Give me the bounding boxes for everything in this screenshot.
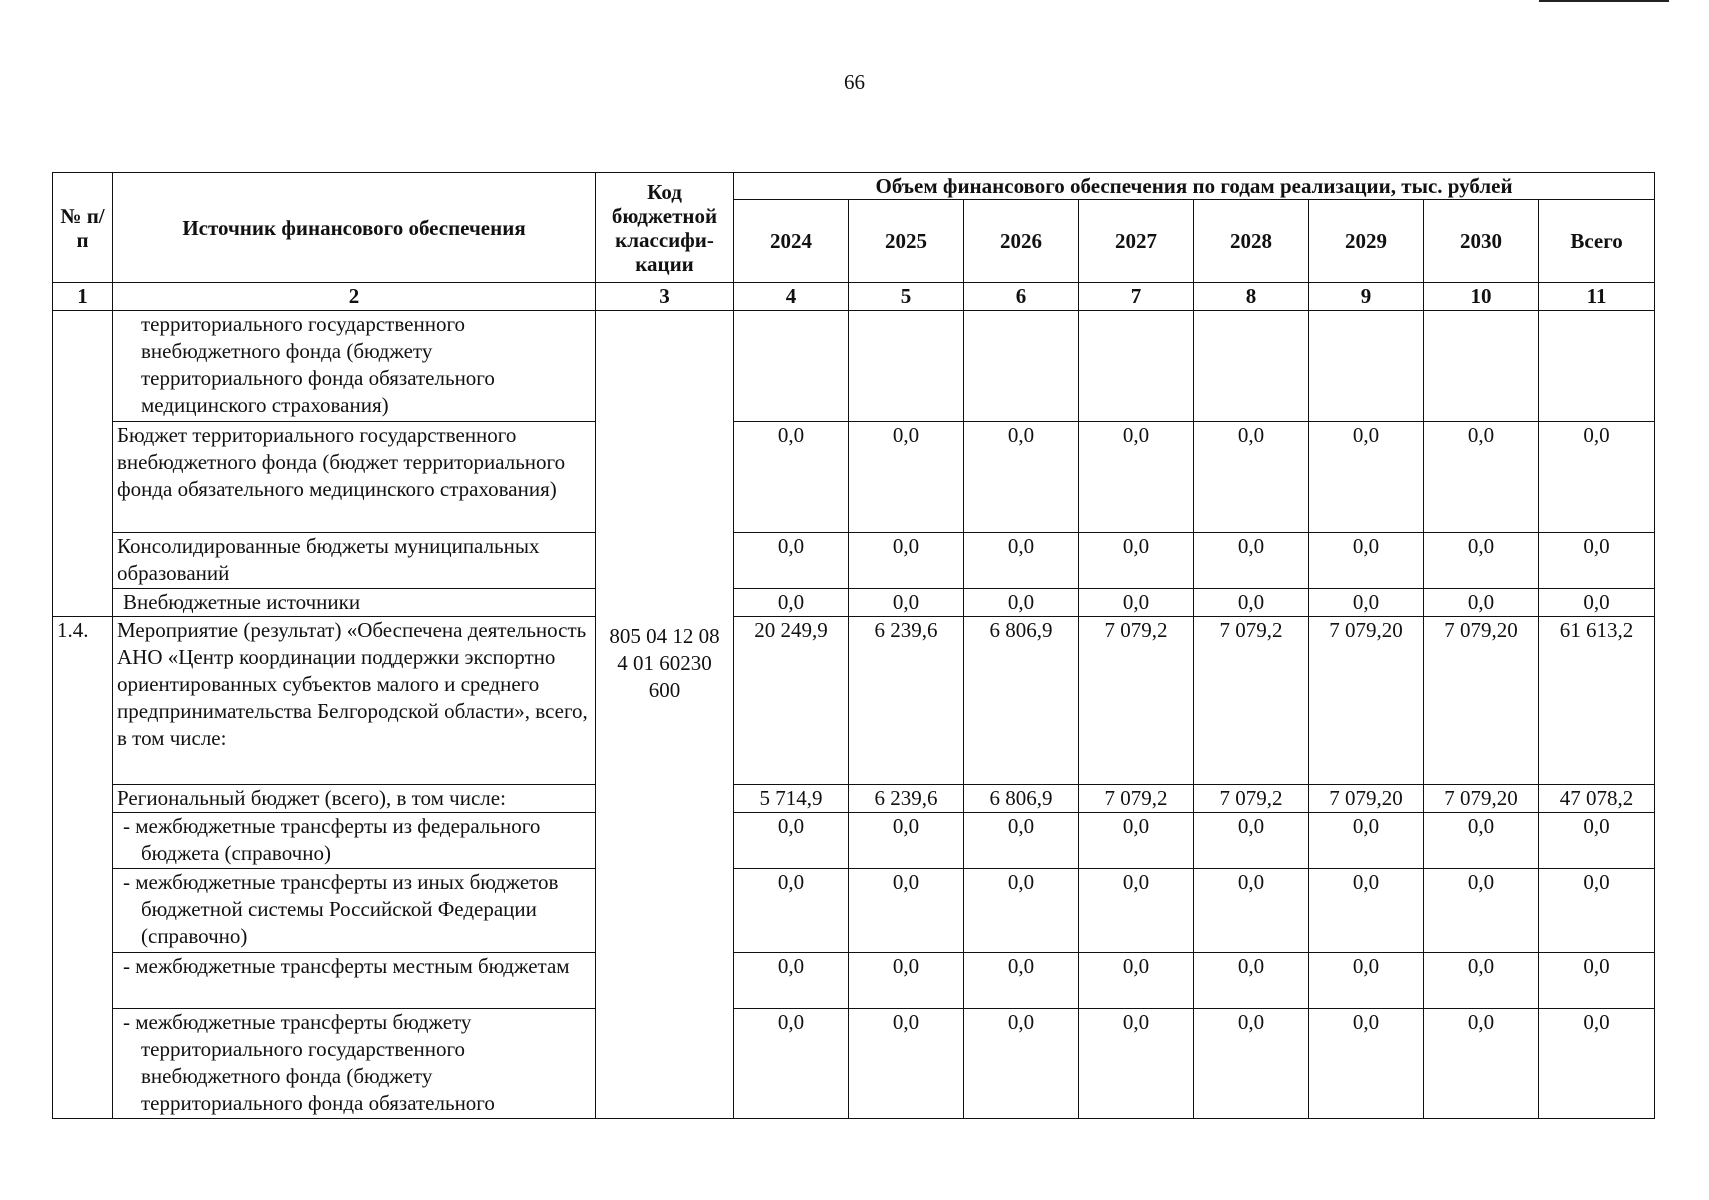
row-value: 0,0 <box>1079 813 1194 869</box>
row-num: 1.4. <box>53 617 113 1119</box>
table-row <box>53 813 1655 869</box>
row-value: 7 079,20 <box>1309 785 1424 813</box>
row-source: - межбюджетные трансферты из иных бюджетов бюджетной системы Российской Федерации (справочно) <box>113 869 596 953</box>
table-row <box>53 311 1655 422</box>
row-value: 0,0 <box>734 589 849 617</box>
header-code: Код бюджетной классифи-кации <box>596 173 734 283</box>
row-value: 0,0 <box>1309 422 1424 533</box>
row-num <box>53 311 113 617</box>
row-source: - межбюджетные трансферты из федерального бюджета (справочно) <box>113 813 596 869</box>
row-value: 0,0 <box>1539 813 1655 869</box>
row-value: 0,0 <box>964 813 1079 869</box>
row-value: 0,0 <box>1079 422 1194 533</box>
table-row <box>53 1009 1655 1119</box>
header-source: Источник финансового обеспечения <box>113 173 596 283</box>
row-value: 7 079,2 <box>1194 785 1309 813</box>
budget-code: 805 04 12 08 4 01 60230 600 <box>609 624 720 702</box>
row-source: Консолидированные бюджеты муниципальных образований <box>113 533 596 589</box>
row-value: 6 806,9 <box>964 617 1079 785</box>
row-value: 0,0 <box>849 589 964 617</box>
row-value: 0,0 <box>734 1009 849 1119</box>
header-num: № п/п <box>53 173 113 283</box>
row-value: 0,0 <box>1424 869 1539 953</box>
row-value: 0,0 <box>1309 953 1424 1009</box>
row-value: 0,0 <box>1424 1009 1539 1119</box>
row-value <box>1194 311 1309 422</box>
column-number-row <box>53 283 1655 311</box>
row-value: 0,0 <box>1194 869 1309 953</box>
table-row <box>53 422 1655 533</box>
row-value: 0,0 <box>1194 422 1309 533</box>
row-value: 7 079,2 <box>1079 785 1194 813</box>
row-value: 0,0 <box>1309 813 1424 869</box>
row-value: 0,0 <box>1309 1009 1424 1119</box>
row-value: 0,0 <box>734 953 849 1009</box>
row-value: 0,0 <box>1539 533 1655 589</box>
row-value: 0,0 <box>1079 869 1194 953</box>
row-source: Региональный бюджет (всего), в том числе: <box>113 785 596 813</box>
row-value: 0,0 <box>1424 422 1539 533</box>
row-value: 6 806,9 <box>964 785 1079 813</box>
row-value: 0,0 <box>1194 953 1309 1009</box>
row-value: 0,0 <box>849 953 964 1009</box>
row-value: 0,0 <box>1194 1009 1309 1119</box>
header-year-2025: 2025 <box>849 200 964 283</box>
row-source: Мероприятие (результат) «Обеспечена деятельность АНО «Центр координации поддержки экспортно ориентированных субъектов малого и среднего предпринимательства Белгородской области», всего, в том числе: <box>113 617 596 785</box>
row-value: 7 079,20 <box>1424 785 1539 813</box>
row-value: 0,0 <box>1539 422 1655 533</box>
row-value: 0,0 <box>1424 953 1539 1009</box>
header-year-2026: 2026 <box>964 200 1079 283</box>
row-value <box>849 311 964 422</box>
row-value: 0,0 <box>734 422 849 533</box>
row-value: 0,0 <box>1079 533 1194 589</box>
row-value: 0,0 <box>1194 533 1309 589</box>
row-value: 7 079,20 <box>1424 617 1539 785</box>
column-number: 4 <box>734 283 849 311</box>
row-value: 0,0 <box>964 589 1079 617</box>
row-value: 0,0 <box>1539 589 1655 617</box>
row-value: 0,0 <box>1424 813 1539 869</box>
row-source: Внебюджетные источники <box>113 589 596 617</box>
row-value: 0,0 <box>964 953 1079 1009</box>
column-number: 2 <box>113 283 596 311</box>
row-source: территориального государственного внебюджетного фонда (бюджету территориального фонда обязательного медицинского страхования) <box>113 311 596 422</box>
row-value: 0,0 <box>1309 589 1424 617</box>
row-value: 0,0 <box>849 813 964 869</box>
row-value: 0,0 <box>849 422 964 533</box>
table-row <box>53 953 1655 1009</box>
row-value <box>1309 311 1424 422</box>
column-number: 10 <box>1424 283 1539 311</box>
scan-edge-mark <box>1539 0 1669 2</box>
column-number: 8 <box>1194 283 1309 311</box>
row-value: 0,0 <box>964 1009 1079 1119</box>
row-value <box>964 311 1079 422</box>
row-value: 0,0 <box>964 869 1079 953</box>
row-value <box>734 311 849 422</box>
row-value: 0,0 <box>964 422 1079 533</box>
row-value: 0,0 <box>1194 813 1309 869</box>
header-year-2024: 2024 <box>734 200 849 283</box>
row-source: Бюджет территориального государственного внебюджетного фонда (бюджет территориального фонда обязательного медицинского страхования) <box>113 422 596 533</box>
row-value: 0,0 <box>849 869 964 953</box>
column-number: 11 <box>1539 283 1655 311</box>
row-value: 0,0 <box>1539 869 1655 953</box>
financing-table <box>52 172 1655 1119</box>
row-value: 0,0 <box>1424 533 1539 589</box>
row-value: 61 613,2 <box>1539 617 1655 785</box>
row-value: 7 079,20 <box>1309 617 1424 785</box>
row-value: 0,0 <box>964 533 1079 589</box>
row-value: 6 239,6 <box>849 617 964 785</box>
header-year-2028: 2028 <box>1194 200 1309 283</box>
row-code <box>596 311 734 1119</box>
row-value: 0,0 <box>734 869 849 953</box>
column-number: 5 <box>849 283 964 311</box>
row-value: 0,0 <box>849 533 964 589</box>
row-value: 0,0 <box>1424 589 1539 617</box>
header-year-2029: 2029 <box>1309 200 1424 283</box>
column-number: 6 <box>964 283 1079 311</box>
table-row <box>53 785 1655 813</box>
header-volume: Объем финансового обеспечения по годам реализации, тыс. рублей <box>734 173 1655 200</box>
column-number: 3 <box>596 283 734 311</box>
row-value <box>1539 311 1655 422</box>
row-value <box>1079 311 1194 422</box>
header-row-top <box>53 173 1655 200</box>
table-row <box>53 533 1655 589</box>
table-row <box>53 869 1655 953</box>
header-total: Всего <box>1539 200 1655 283</box>
row-value: 5 714,9 <box>734 785 849 813</box>
row-value: 20 249,9 <box>734 617 849 785</box>
row-value: 0,0 <box>1309 869 1424 953</box>
row-value: 0,0 <box>1539 1009 1655 1119</box>
column-number: 1 <box>53 283 113 311</box>
page-number: 66 <box>844 70 865 94</box>
row-value: 0,0 <box>734 813 849 869</box>
row-value: 0,0 <box>1079 589 1194 617</box>
column-number: 7 <box>1079 283 1194 311</box>
row-value: 7 079,2 <box>1194 617 1309 785</box>
row-value: 0,0 <box>1539 953 1655 1009</box>
row-value: 0,0 <box>1079 1009 1194 1119</box>
row-value: 0,0 <box>849 1009 964 1119</box>
table-row <box>53 589 1655 617</box>
row-source: - межбюджетные трансферты бюджету территориального государственного внебюджетного фонда (бюджету территориального фонда обязательного <box>113 1009 596 1119</box>
header-year-2030: 2030 <box>1424 200 1539 283</box>
row-value <box>1424 311 1539 422</box>
column-number: 9 <box>1309 283 1424 311</box>
row-value: 0,0 <box>1309 533 1424 589</box>
row-value: 7 079,2 <box>1079 617 1194 785</box>
table-row <box>53 617 1655 785</box>
row-value: 0,0 <box>734 533 849 589</box>
row-value: 0,0 <box>1194 589 1309 617</box>
row-source: - межбюджетные трансферты местным бюджетам <box>113 953 596 1009</box>
row-value: 47 078,2 <box>1539 785 1655 813</box>
header-year-2027: 2027 <box>1079 200 1194 283</box>
row-value: 6 239,6 <box>849 785 964 813</box>
row-value: 0,0 <box>1079 953 1194 1009</box>
